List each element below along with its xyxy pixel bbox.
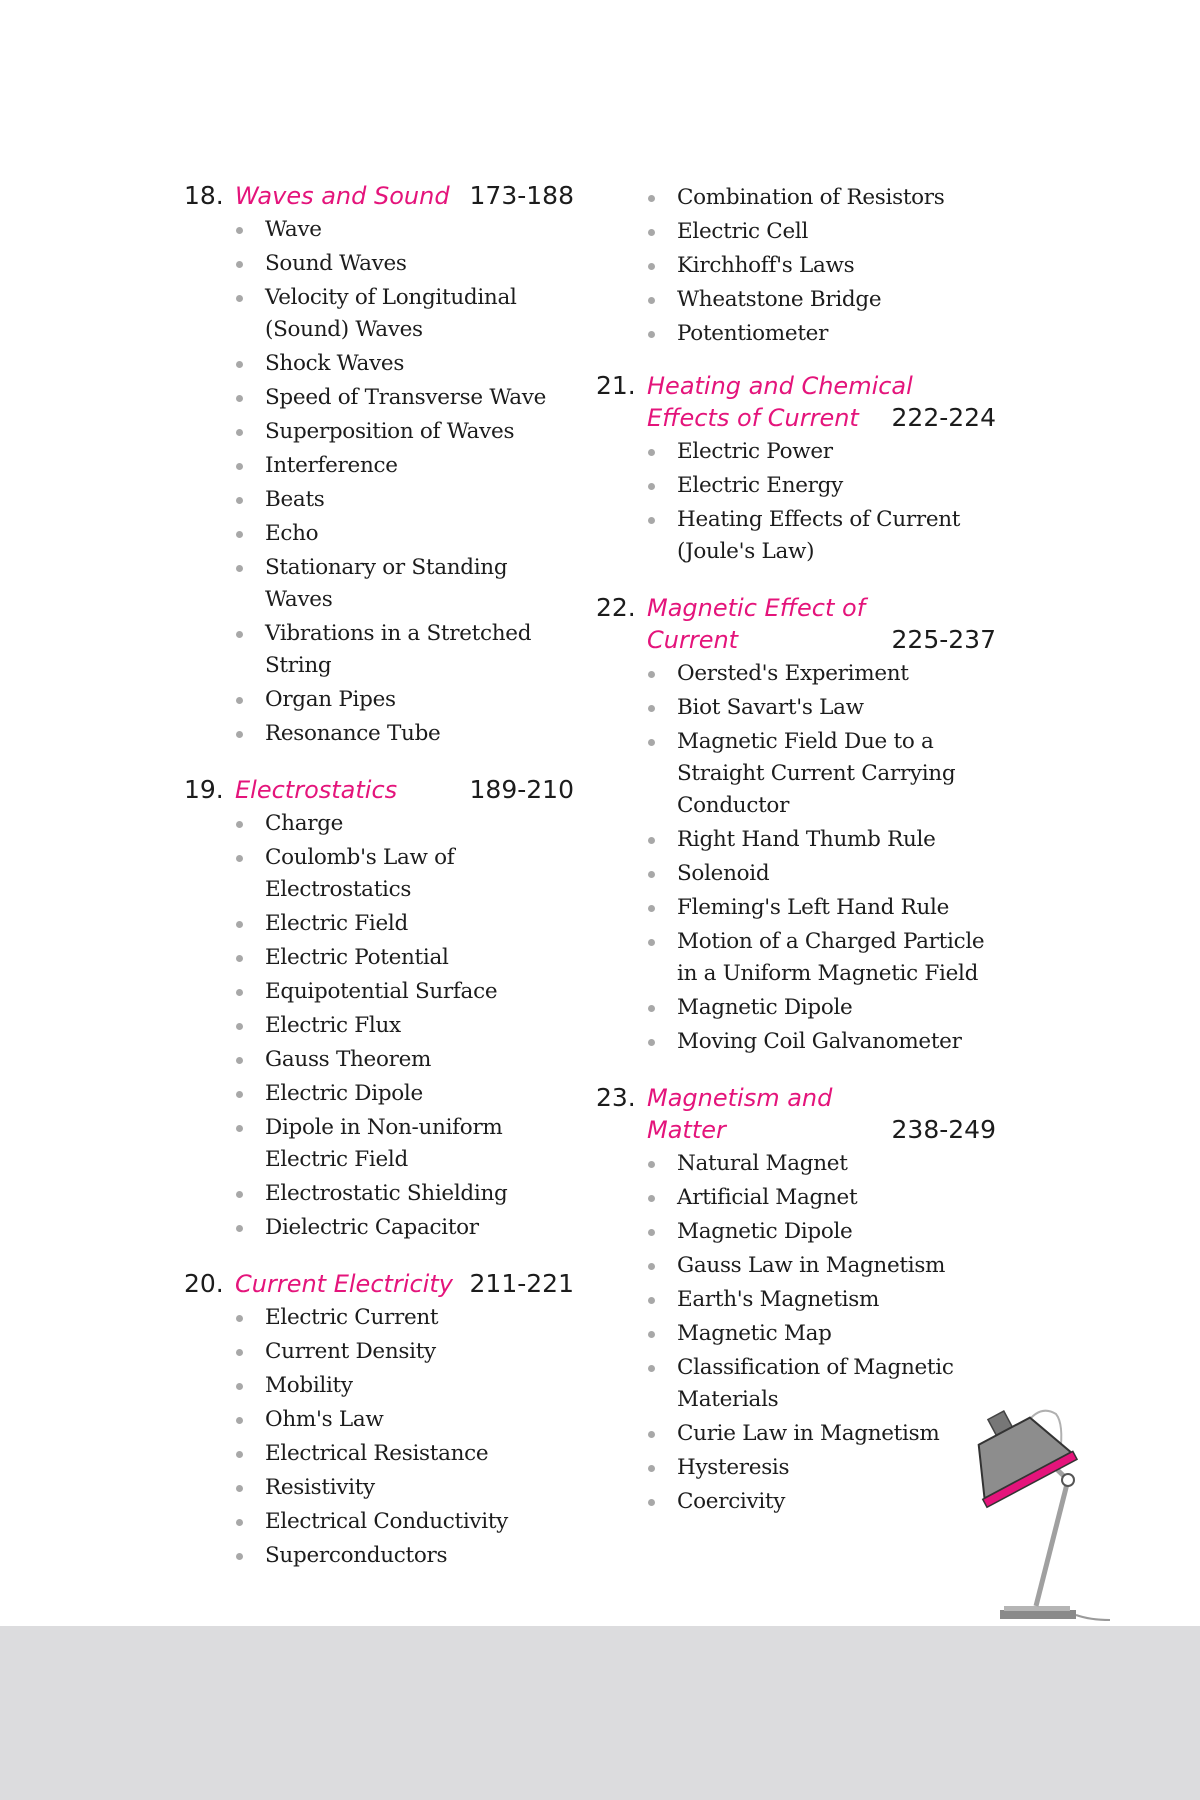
bullet-icon (236, 395, 243, 402)
topic-item (647, 216, 996, 248)
chapter-number: 23. (596, 1083, 636, 1112)
chapter-title-line: Heating and Chemical (647, 372, 913, 400)
topic-label: Superposition of Waves (265, 419, 515, 444)
bullet-icon (236, 565, 243, 572)
lamp-joint (1062, 1474, 1074, 1486)
topic-label: Artificial Magnet (677, 1185, 858, 1210)
topic-item (647, 504, 996, 568)
topic-label: Electric Field (265, 911, 408, 936)
bullet-icon (236, 261, 243, 268)
topic-label: Moving Coil Galvanometer (677, 1029, 962, 1054)
topic-item (235, 1370, 574, 1402)
topic-item (235, 248, 574, 280)
topic-item (647, 892, 996, 924)
topic-label: Ohm's Law (265, 1407, 384, 1432)
bullet-icon (236, 1191, 243, 1198)
bullet-icon (236, 1225, 243, 1232)
bullet-icon (236, 1349, 243, 1356)
topic-label: Magnetic Dipole (677, 995, 853, 1020)
bullet-icon (236, 697, 243, 704)
topic-label: Gauss Theorem (265, 1047, 432, 1072)
topic-label: Magnetic Map (677, 1321, 832, 1346)
topic-label: Interference (265, 453, 398, 478)
topic-item (647, 726, 996, 822)
topic-label: Electric Cell (677, 219, 809, 244)
topic-label: Electrical Conductivity (265, 1509, 509, 1534)
chapter-21 (596, 370, 996, 568)
topic-item (235, 618, 574, 682)
bullet-icon (236, 1125, 243, 1132)
topic-item (235, 450, 574, 482)
topic-item (647, 1148, 996, 1180)
bullet-icon (648, 705, 655, 712)
topic-label: Electrostatic Shielding (265, 1181, 508, 1206)
topic-item (647, 1216, 996, 1248)
chapter-heading (184, 1268, 574, 1300)
chapter-heading (596, 1082, 996, 1146)
lamp-base-top (1004, 1606, 1070, 1611)
topic-label: Vibrations in a Stretched String (265, 621, 532, 678)
bullet-icon (648, 1039, 655, 1046)
topic-label: Oersted's Experiment (677, 661, 909, 686)
bullet-icon (648, 1263, 655, 1270)
topic-item (647, 692, 996, 724)
topic-label: Organ Pipes (265, 687, 396, 712)
topic-item (235, 718, 574, 750)
topic-item (235, 842, 574, 906)
topic-label: Combination of Resistors (677, 185, 945, 210)
topic-item (235, 416, 574, 448)
chapter-number: 22. (596, 593, 636, 622)
page-range: 222-224 (891, 403, 996, 432)
chapter-heading (596, 592, 996, 656)
topic-item (235, 1178, 574, 1210)
topic-item (235, 214, 574, 246)
topic-label: Electric Energy (677, 473, 843, 498)
bullet-icon (648, 1431, 655, 1438)
topic-item (235, 552, 574, 616)
bullet-icon (236, 227, 243, 234)
topic-label: Dipole in Non-uniform Electric Field (265, 1115, 503, 1172)
chapter-title-line: Effects of Current (647, 404, 859, 432)
topic-label: Magnetic Field Due to a Straight Current Carrying Conductor (677, 729, 956, 818)
bullet-icon (236, 1383, 243, 1390)
topic-label: Shock Waves (265, 351, 405, 376)
topic-label: Right Hand Thumb Rule (677, 827, 936, 852)
topic-label: Equipotential Surface (265, 979, 498, 1004)
topic-label: Beats (265, 487, 325, 512)
topic-item (647, 992, 996, 1024)
topic-label: Biot Savart's Law (677, 695, 864, 720)
bullet-icon (648, 1161, 655, 1168)
topic-list (647, 658, 996, 1058)
topic-label: Speed of Transverse Wave (265, 385, 547, 410)
topic-label: Magnetic Dipole (677, 1219, 853, 1244)
bullet-icon (648, 1195, 655, 1202)
chapter-number: 19. (184, 775, 224, 804)
topic-label: Resonance Tube (265, 721, 441, 746)
topic-list (647, 436, 996, 568)
right-column (596, 180, 996, 1542)
bullet-icon (648, 1465, 655, 1472)
topic-item (235, 976, 574, 1008)
topic-label: Echo (265, 521, 319, 546)
topic-item (647, 470, 996, 502)
topic-item (235, 1212, 574, 1244)
bullet-icon (648, 449, 655, 456)
bullet-icon (236, 531, 243, 538)
bullet-icon (648, 871, 655, 878)
chapter-number: 20. (184, 1269, 224, 1298)
topic-label: Kirchhoff's Laws (677, 253, 855, 278)
topic-label: Classification of Magnetic Materials (677, 1355, 954, 1412)
page-range: 238-249 (891, 1115, 996, 1144)
topic-list (235, 1302, 574, 1572)
topic-label: Sound Waves (265, 251, 407, 276)
topic-item (235, 1472, 574, 1504)
bullet-icon (648, 517, 655, 524)
bottom-band (0, 1626, 1200, 1800)
bullet-icon (236, 429, 243, 436)
topic-item (235, 1010, 574, 1042)
topic-label: Electrical Resistance (265, 1441, 489, 1466)
bullet-icon (648, 939, 655, 946)
bullet-icon (648, 1229, 655, 1236)
chapter-title-line: Matter (647, 1116, 726, 1144)
topic-label: Motion of a Charged Particle in a Uniform Magnetic Field (677, 929, 985, 986)
topic-label: Current Density (265, 1339, 436, 1364)
topic-item (647, 824, 996, 856)
topic-item (235, 908, 574, 940)
bullet-icon (236, 1023, 243, 1030)
lamp-head (951, 1391, 1077, 1507)
page-range: 189-210 (469, 775, 574, 804)
chapter-heading (596, 370, 996, 434)
topic-item (647, 182, 996, 214)
topic-item (235, 1336, 574, 1368)
topic-item (235, 382, 574, 414)
bullet-icon (648, 1331, 655, 1338)
topic-item (647, 858, 996, 890)
topic-label: Curie Law in Magnetism (677, 1421, 940, 1446)
topic-item (647, 1318, 996, 1350)
topic-item (235, 282, 574, 346)
topic-item (647, 1026, 996, 1058)
chapter-22 (596, 592, 996, 1058)
chapter-20 (184, 1268, 574, 1572)
chapter-18 (184, 180, 574, 750)
lamp-lower-arm (1036, 1480, 1068, 1606)
topic-label: Coercivity (677, 1489, 786, 1514)
topic-label: Wheatstone Bridge (677, 287, 882, 312)
topic-item (235, 1112, 574, 1176)
bullet-icon (648, 331, 655, 338)
topic-item (647, 250, 996, 282)
topic-item (647, 926, 996, 990)
bullet-icon (236, 1519, 243, 1526)
chapter-19 (184, 774, 574, 1244)
topic-item (235, 684, 574, 716)
page-range: 173-188 (469, 181, 574, 210)
bullet-icon (236, 921, 243, 928)
bullet-icon (236, 1417, 243, 1424)
topic-item (235, 1506, 574, 1538)
bullet-icon (648, 1297, 655, 1304)
bullet-icon (236, 1057, 243, 1064)
desk-lamp-icon (930, 1384, 1120, 1624)
topic-label: Superconductors (265, 1543, 448, 1568)
bullet-icon (648, 263, 655, 270)
bullet-icon (648, 905, 655, 912)
bullet-icon (236, 1553, 243, 1560)
topic-label: Electric Power (677, 439, 833, 464)
bullet-icon (648, 671, 655, 678)
bullet-icon (236, 989, 243, 996)
topic-label: Hysteresis (677, 1455, 790, 1480)
topic-item (235, 1302, 574, 1334)
topic-label: Heating Effects of Current (Joule's Law) (677, 507, 961, 564)
topic-label: Electric Flux (265, 1013, 401, 1038)
chapter-title-line: Electrostatics (235, 776, 398, 804)
topic-item (647, 658, 996, 690)
topic-item (235, 942, 574, 974)
chapter-title-line: Current (647, 626, 739, 654)
topic-list (235, 808, 574, 1244)
chapter-heading (184, 774, 574, 806)
topic-label: Resistivity (265, 1475, 375, 1500)
bullet-icon (648, 1499, 655, 1506)
topic-label: Charge (265, 811, 344, 836)
topic-item (235, 1044, 574, 1076)
topic-label: Electric Potential (265, 945, 449, 970)
bullet-icon (648, 229, 655, 236)
topic-label: Solenoid (677, 861, 770, 886)
left-column (184, 180, 574, 1596)
topic-item (647, 1284, 996, 1316)
topic-label: Dielectric Capacitor (265, 1215, 479, 1240)
bullet-icon (236, 821, 243, 828)
topic-label: Potentiometer (677, 321, 829, 346)
bullet-icon (236, 463, 243, 470)
chapter-number: 21. (596, 371, 636, 400)
lamp-cord (1076, 1615, 1110, 1620)
topic-item (235, 348, 574, 380)
lamp-base (1000, 1610, 1076, 1619)
bullet-icon (236, 1451, 243, 1458)
topic-item (647, 436, 996, 468)
chapter-number: 18. (184, 181, 224, 210)
page-range: 211-221 (469, 1269, 574, 1298)
topic-label: Natural Magnet (677, 1151, 848, 1176)
bullet-icon (236, 1091, 243, 1098)
bullet-icon (236, 855, 243, 862)
topic-item (235, 518, 574, 550)
chapter-title-line: Waves and Sound (235, 182, 450, 210)
topic-label: Electric Dipole (265, 1081, 423, 1106)
topic-list (235, 214, 574, 750)
topic-item (647, 318, 996, 350)
topic-label: Stationary or Standing Waves (265, 555, 508, 612)
bullet-icon (648, 195, 655, 202)
page-range: 225-237 (891, 625, 996, 654)
bullet-icon (648, 739, 655, 746)
topic-label: Coulomb's Law of Electrostatics (265, 845, 455, 902)
bullet-icon (648, 1005, 655, 1012)
bullet-icon (648, 297, 655, 304)
topic-item (235, 1078, 574, 1110)
bullet-icon (236, 1485, 243, 1492)
topic-item (235, 1438, 574, 1470)
chapter-heading (184, 180, 574, 212)
topic-item (647, 284, 996, 316)
bullet-icon (236, 361, 243, 368)
topic-label: Electric Current (265, 1305, 439, 1330)
bullet-icon (648, 837, 655, 844)
bullet-icon (236, 1315, 243, 1322)
topic-label: Fleming's Left Hand Rule (677, 895, 950, 920)
chapter-title-line: Current Electricity (235, 1270, 453, 1298)
continued-topic-list (647, 182, 996, 350)
bullet-icon (236, 295, 243, 302)
topic-label: Gauss Law in Magnetism (677, 1253, 946, 1278)
topic-item (235, 484, 574, 516)
bullet-icon (236, 955, 243, 962)
bullet-icon (236, 497, 243, 504)
chapter-title-line: Magnetism and (647, 1084, 833, 1112)
topic-item (235, 1404, 574, 1436)
bullet-icon (236, 731, 243, 738)
topic-item (235, 808, 574, 840)
topic-label: Velocity of Longitudinal (Sound) Waves (265, 285, 517, 342)
topic-label: Wave (265, 217, 322, 242)
topic-item (647, 1250, 996, 1282)
topic-item (647, 1182, 996, 1214)
topic-item (235, 1540, 574, 1572)
topic-label: Mobility (265, 1373, 353, 1398)
bullet-icon (236, 631, 243, 638)
topic-label: Earth's Magnetism (677, 1287, 880, 1312)
chapter-title-line: Magnetic Effect of (647, 594, 866, 622)
bullet-icon (648, 483, 655, 490)
bullet-icon (648, 1365, 655, 1372)
